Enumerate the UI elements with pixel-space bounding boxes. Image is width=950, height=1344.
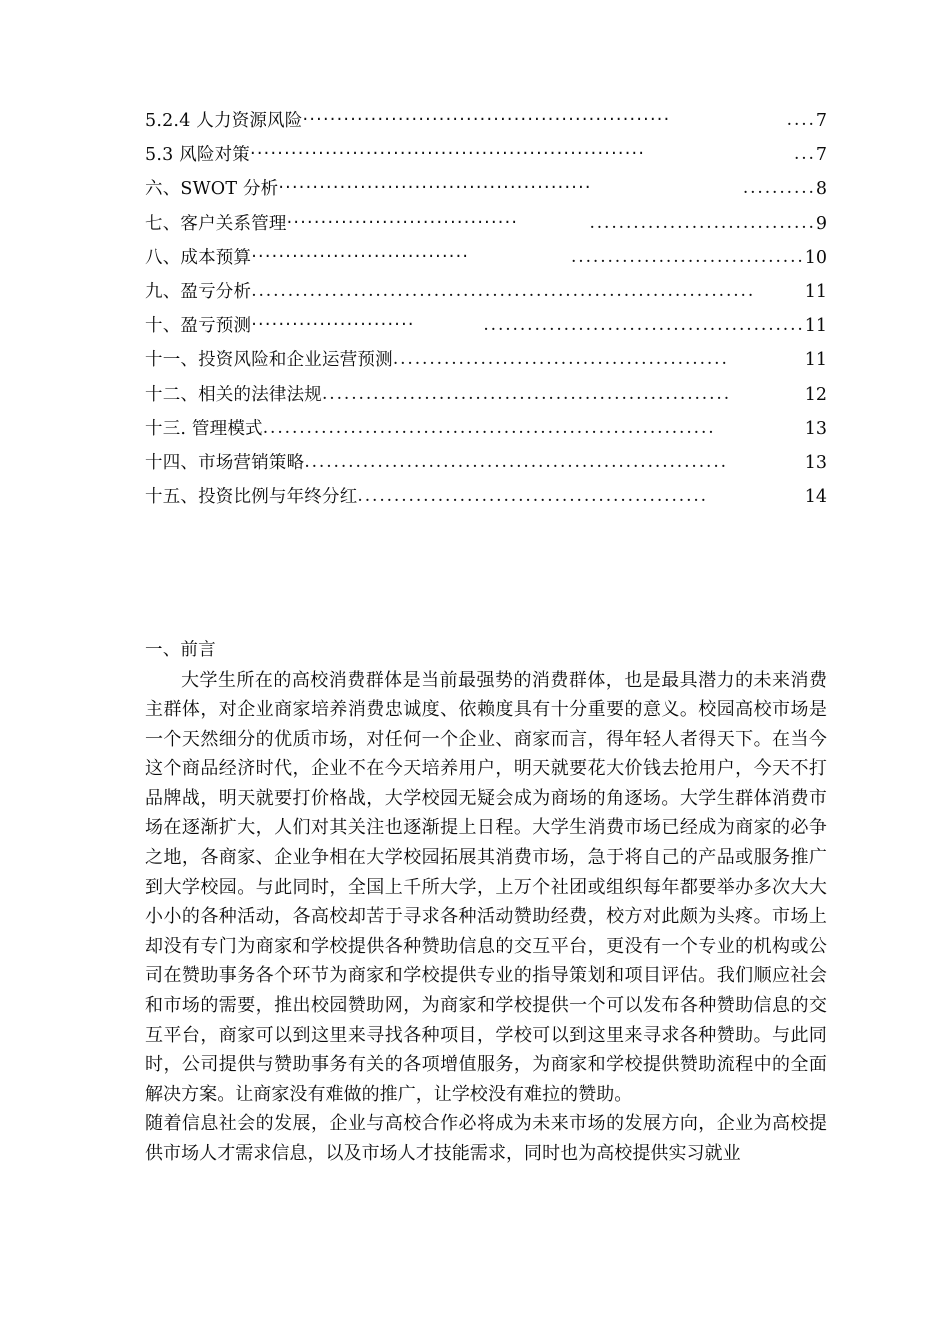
- toc-leader-heavy: ························: [251, 315, 415, 336]
- toc-entry[interactable]: [145, 480, 827, 514]
- toc-page-number: 8: [815, 179, 827, 200]
- toc-entry[interactable]: [145, 343, 827, 377]
- toc-leader-fine: ........................................................: [322, 383, 732, 404]
- toc-leader-fine: ..........................................................: [304, 451, 728, 472]
- toc-leader-heavy: ······················································: [302, 110, 671, 130]
- toc-entry[interactable]: [145, 378, 827, 412]
- toc-leader-fine: ...: [793, 144, 816, 165]
- toc-entry[interactable]: [145, 104, 827, 138]
- section-heading: 一、前言: [145, 640, 216, 660]
- toc-page-number: 11: [804, 281, 827, 302]
- toc-leader-fine: ..........: [742, 178, 816, 199]
- toc-page-number: 7: [815, 145, 827, 166]
- toc-entry[interactable]: [145, 172, 827, 206]
- toc-leader-fine: .....................................................................: [251, 280, 756, 301]
- toc-entry[interactable]: [145, 241, 827, 275]
- body-section: [145, 636, 827, 1169]
- toc-entry-label: 十二、相关的法律法规: [145, 384, 322, 405]
- toc-entry-label: 六、SWOT 分析: [145, 179, 279, 200]
- toc-entry-label: 5.3 风险对策: [145, 145, 250, 166]
- toc-leader-fine: ...............................: [589, 212, 816, 233]
- body-paragraph-1: 大学生所在的高校消费群体是当前最强势的消费群体，也是最具潜力的未来消费主群体，对企业商家培养消费忠诚度、依赖度具有十分重要的意义。校园高校市场是一个天然细分的优质市场，对任何一个企业、商家而言，得年轻人者得天下。在当今这个商品经济时代，企业不在今天培养用户，明天就要花大价钱去抢用户，今天不打品牌战，明天就要打价格战，大学校园无疑会成为商场的角逐场。大学生群体消费市场在逐渐扩大，人们对其关注也逐渐提上日程。大学生消费市场已经成为商家的必争之地，各商家、企业争相在大学校园拓展其消费市场，急于将自己的产品或服务推广到大学校园。与此同时，全国上千所大学，上万个社团或组织每年都要举办多次大大小小的各种活动，各高校却苦于寻求各种活动赞助经费，校方对此颇为头疼。市场上却没有专门为商家和学校提供各种赞助信息的交互平台，更没有一个专业的机构或公司在赞助事务各个环节为商家和学校提供专业的指导策划和项目评估。我们顺应社会和市场的需要，推出校园赞助网，为商家和学校提供一个可以发布各种赞助信息的交互平台，商家可以到这里来寻找各种项目，学校可以到这里来寻求各种赞助。与此同时，公司提供与赞助事务有关的各项增值服务，为商家和学校提供赞助流程中的全面解决方案。让商家没有难做的推广，让学校没有难拉的赞助。: [145, 669, 827, 1105]
- toc-leader-fine: ................................................: [357, 486, 708, 507]
- toc-entry[interactable]: [145, 275, 827, 309]
- toc-leader-heavy: ··············································: [278, 178, 592, 199]
- toc-page-number: 7: [815, 111, 827, 131]
- toc-entry-label: 九、盈亏分析: [145, 281, 252, 302]
- toc-entry[interactable]: [145, 446, 827, 480]
- toc-entry-label: 十一、投资风险和企业运营预测: [145, 350, 393, 371]
- toc-leader-fine: ................................: [570, 246, 805, 267]
- toc-entry-label: 十三. 管理模式: [145, 418, 263, 439]
- toc-entry[interactable]: [145, 309, 827, 343]
- toc-leader-heavy: ································: [251, 246, 470, 267]
- toc-entry-label: 5.2.4 人力资源风险: [145, 111, 303, 131]
- toc-entry[interactable]: [145, 412, 827, 446]
- toc-page-number: 9: [815, 213, 827, 234]
- toc-leader-heavy: ··························································: [250, 144, 646, 165]
- toc-entry-label: 十五、投资比例与年终分红: [145, 487, 358, 508]
- toc-page-number: 12: [804, 384, 827, 405]
- toc-page-number: 10: [804, 247, 827, 268]
- toc-page-number: 13: [804, 418, 827, 439]
- toc-entry[interactable]: [145, 207, 827, 241]
- toc-leader-fine: ..............................................................: [262, 417, 716, 438]
- table-of-contents: [145, 104, 827, 514]
- toc-entry-label: 七、客户关系管理: [145, 213, 287, 234]
- toc-leader-fine: ..............................................: [392, 349, 729, 370]
- toc-leader-fine: ....: [786, 110, 816, 130]
- toc-entry-label: 十、盈亏预测: [145, 316, 252, 337]
- toc-page-number: 13: [804, 452, 827, 473]
- toc-entry-label: 十四、市场营销策略: [145, 452, 305, 473]
- body-paragraph-2: 随着信息社会的发展，企业与高校合作必将成为未来市场的发展方向，企业为高校提供市场人才需求信息，以及市场人才技能需求，同时也为高校提供实习就业: [145, 1113, 827, 1164]
- toc-leader-heavy: ··································: [286, 212, 519, 233]
- toc-entry[interactable]: [145, 138, 827, 172]
- toc-page-number: 14: [804, 487, 827, 508]
- toc-page-number: 11: [804, 316, 827, 337]
- toc-page-number: 11: [804, 350, 827, 371]
- toc-entry-label: 八、成本预算: [145, 247, 252, 268]
- toc-leader-fine: ............................................: [483, 315, 805, 336]
